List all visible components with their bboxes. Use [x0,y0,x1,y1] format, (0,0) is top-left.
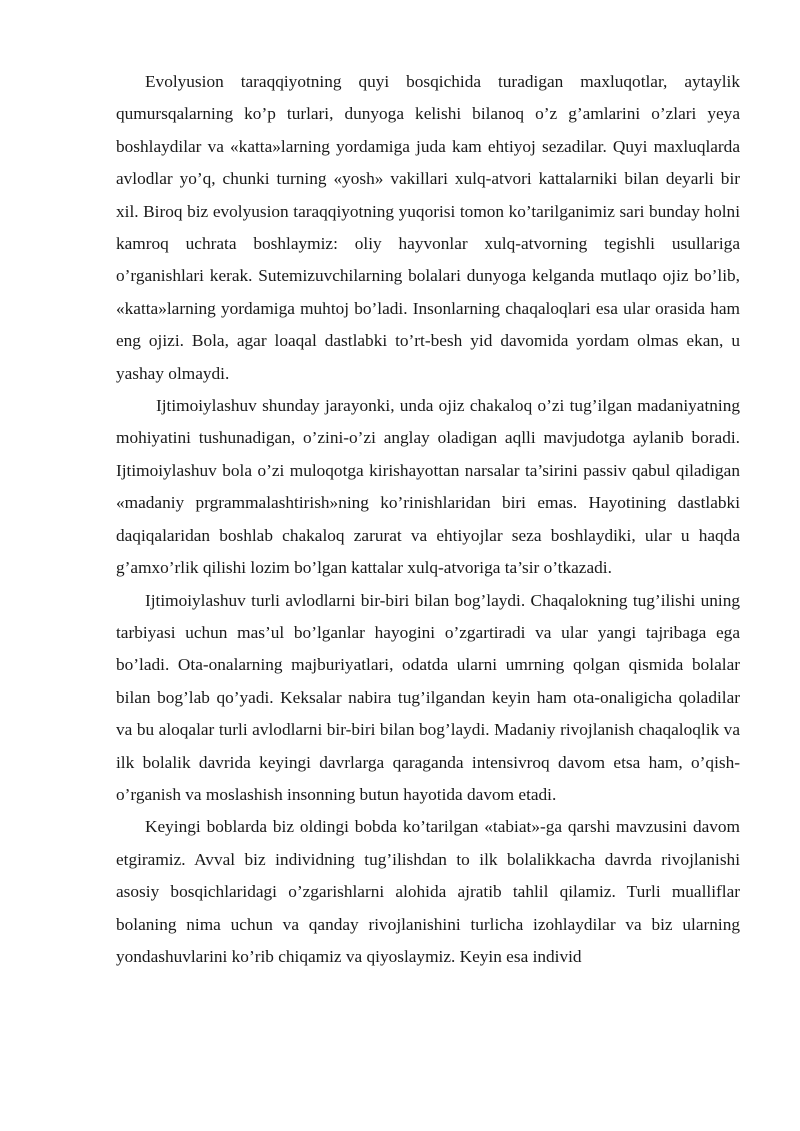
paragraph-generations: Ijtimoiylashuv turli avlodlarni bir-biri bilan bog’laydi. Chaqalokning tug’ilishi uning tarbiyasi uchun mas’ul bo’lganlar hayogini o’zgartiradi va ular yangi tajribaga ega bo’ladi. Ota-onalarning majburiyatlari, odatda ularni umrning qolgan qismida bolalar bilan bog’lab qo’yadi. Keksalar nabira tug’ilgandan keyin ham ota-onaligicha qoladilar va bu aloqalar turli avlodlarni bir-biri bilan bog’laydi. Madaniy rivojlanish chaqaloqlik va ilk bolalik davrida keyingi davrlarga qaraganda intensivroq davom etsa ham, o’qish-o’rganish va moslashish insonning butun hayotida davom etadi. [116,590,740,804]
paragraph-socialization-definition: Ijtimoiylashuv shunday jarayonki, unda ojiz chakaloq o’zi tug’ilgan madaniyatning mohiyatini tushunadigan, o’zini-o’zi anglay oladigan aqlli mavjudotga aylanib boradi. Ijtimoiylashuv bola o’zi muloqotga kirishayottan narsalar ta’sirini passiv qabul qiladigan «madaniy prgrammalashtirish»ning ko’rinishlaridan biri emas. Hayotining dastlabki daqiqalaridan boshlab chakaloq zarurat va ehtiyojlar seza boshlaydiki, ular u haqda g’amxo’rlik qilishi lozim bo’lgan kattalar xulq-atvoriga ta’sir o’tkazadi. [116,396,740,578]
paragraph-evolution: Evolyusion taraqqiyotning quyi bosqichida turadigan maxluqotlar, aytaylik qumursqalarning ko’p turlari, dunyoga kelishi bilanoq o’z g’amlarini o’zlari yeya boshlaydilar va «katta»larning yordamiga juda kam ehtiyoj sezadilar. Quyi maxluqlarda avlodlar yo’q, chunki turning «yosh» vakillari xulq-atvori kattalarniki bilan deyarli bir xil. Biroq biz evolyusion taraqqiyotning yuqorisi tomon ko’tarilganimiz sari bunday holni kamroq uchrata boshlaymiz: oliy hayvonlar xulq-atvorning tegishli usullariga o’rganishlari kerak. Sutemizuvchilarning bolalari dunyoga kelganda mutlaqo ojiz bo’lib, «katta»larning yordamiga muhtoj bo’ladi. Insonlarning chaqaloqlari esa ular orasida ham eng ojizi. Bola, agar loaqal dastlabki to’rt-besh yid davomida yordam olmas ekan, u yashay olmaydi. [116,72,740,383]
paragraph-next-chapters: Keyingi boblarda biz oldingi bobda ko’tarilgan «tabiat»-ga qarshi mavzusini davom etgiramiz. Avval biz individning tug’ilishdan to ilk bolalikkacha davrda rivojlanishi asosiy bosqichlaridagi o’zgarishlarni alohida ajratib tahlil qilamiz. Turli mualliflar bolaning nima uchun va qanday rivojlanishini turlicha izohlaydilar va biz ularning yondashuvlarini ko’rib chiqamiz va qiyoslaymiz. Keyin esa individ [116,817,740,966]
document-page [116,66,740,973]
